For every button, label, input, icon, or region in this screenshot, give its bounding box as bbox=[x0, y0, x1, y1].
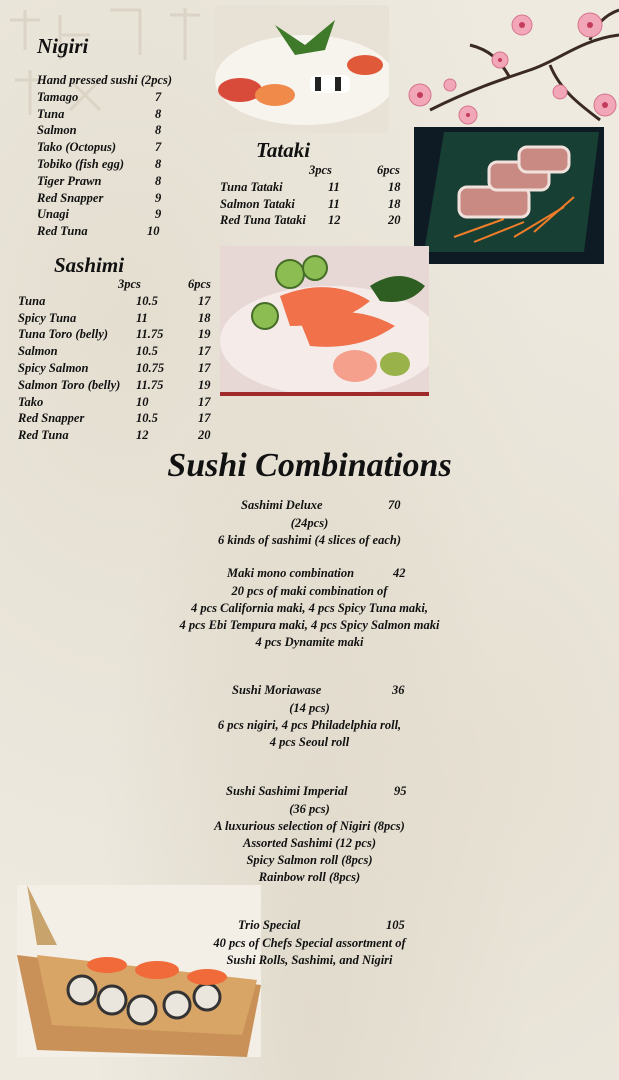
combination-item bbox=[0, 784, 619, 886]
sashimi-item bbox=[18, 410, 218, 427]
item-price: 7 bbox=[155, 89, 162, 104]
combination-description: (24pcs) bbox=[290, 516, 329, 530]
item-name: Red Tuna Tataki bbox=[220, 213, 306, 228]
item-price-3pcs: 10.75 bbox=[136, 360, 165, 375]
item-price: 8 bbox=[155, 173, 162, 188]
nigiri-item bbox=[37, 223, 217, 240]
item-name: Red Tuna bbox=[18, 428, 69, 443]
item-price-6pcs: 18 bbox=[388, 196, 401, 211]
sashimi-item bbox=[18, 360, 218, 377]
combination-description: (14 pcs) bbox=[289, 701, 330, 715]
combination-name: Maki mono combination bbox=[227, 566, 355, 580]
combination-price: 105 bbox=[386, 918, 405, 932]
item-name: Spicy Salmon bbox=[18, 360, 89, 375]
combination-description: (36 pcs) bbox=[289, 802, 330, 816]
item-name: Unagi bbox=[37, 207, 69, 222]
sashimi-item bbox=[18, 343, 218, 360]
combination-description: A luxurious selection of Nigiri (8pcs) bbox=[214, 819, 405, 833]
combination-description: 4 pcs Dynamite maki bbox=[255, 635, 364, 649]
combination-description: 4 pcs Seoul roll bbox=[269, 735, 350, 749]
nigiri-item bbox=[37, 106, 217, 123]
item-price-6pcs: 17 bbox=[198, 293, 211, 308]
item-name: Red Snapper bbox=[18, 411, 85, 426]
combination-description: 4 pcs California maki, 4 pcs Spicy Tuna maki, bbox=[190, 601, 429, 615]
item-name: Tiger Prawn bbox=[37, 173, 102, 188]
item-price-3pcs: 10.5 bbox=[136, 293, 158, 308]
tataki-list bbox=[220, 162, 410, 229]
item-price: 8 bbox=[155, 123, 162, 138]
item-price-3pcs: 10.5 bbox=[136, 411, 158, 426]
combination-name: Sashimi Deluxe bbox=[241, 498, 323, 512]
item-price-6pcs: 18 bbox=[198, 310, 211, 325]
item-price-6pcs: 17 bbox=[198, 411, 211, 426]
sashimi-item bbox=[18, 377, 218, 394]
combination-header bbox=[0, 918, 619, 935]
item-price-3pcs: 11.75 bbox=[136, 377, 164, 392]
combination-price: 70 bbox=[388, 498, 401, 512]
item-name: Tuna Toro (belly) bbox=[18, 327, 109, 342]
tataki-item bbox=[220, 179, 410, 196]
sashimi-header: 3pcs 6pcs bbox=[118, 277, 211, 291]
item-price: 8 bbox=[155, 156, 162, 171]
item-price-6pcs: 17 bbox=[198, 344, 211, 359]
nigiri-item bbox=[37, 139, 217, 156]
combination-description: Rainbow roll (8pcs) bbox=[258, 870, 361, 884]
item-price: 10 bbox=[147, 224, 160, 239]
combination-header bbox=[0, 566, 619, 583]
item-price: 9 bbox=[155, 207, 162, 222]
item-name: Tako bbox=[18, 394, 44, 409]
combination-price: 95 bbox=[394, 784, 407, 798]
nigiri-platter-photo bbox=[215, 5, 389, 133]
tataki-header: 3pcs 6pcs bbox=[309, 163, 400, 177]
item-price-6pcs: 20 bbox=[198, 428, 211, 443]
combination-name: Sushi Moriawase bbox=[232, 683, 322, 697]
combination-price: 42 bbox=[393, 566, 406, 580]
item-price-6pcs: 20 bbox=[388, 213, 401, 228]
item-price-6pcs: 18 bbox=[388, 179, 401, 194]
item-price-6pcs: 17 bbox=[198, 360, 211, 375]
combination-price: 36 bbox=[392, 683, 405, 697]
nigiri-item bbox=[37, 122, 217, 139]
item-price-3pcs: 12 bbox=[136, 428, 149, 443]
combination-description: Spicy Salmon roll (8pcs) bbox=[246, 853, 373, 867]
combination-header bbox=[0, 498, 619, 515]
nigiri-item bbox=[37, 89, 217, 106]
tataki-item bbox=[220, 196, 410, 213]
item-price-6pcs: 17 bbox=[198, 394, 211, 409]
nigiri-title: Nigiri bbox=[37, 34, 89, 58]
combination-item bbox=[0, 498, 619, 549]
sashimi-item bbox=[18, 427, 218, 444]
combination-name: Trio Special bbox=[238, 918, 301, 932]
item-price-3pcs: 12 bbox=[328, 213, 341, 228]
combination-item bbox=[0, 918, 619, 969]
combination-name: Sushi Sashimi Imperial bbox=[226, 784, 348, 798]
combinations-title: Sushi Combinations bbox=[167, 447, 452, 484]
combination-description: Sushi Rolls, Sashimi, and Nigiri bbox=[226, 953, 393, 967]
combination-description: 6 kinds of sashimi (4 slices of each) bbox=[218, 533, 401, 547]
sashimi-plate-photo bbox=[220, 246, 429, 396]
nigiri-header: Hand pressed sushi (2pcs) bbox=[37, 73, 173, 87]
item-name: Tuna bbox=[37, 106, 65, 121]
combination-item bbox=[0, 566, 619, 651]
item-name: Red Snapper bbox=[37, 190, 104, 205]
item-price-3pcs: 10.5 bbox=[136, 344, 158, 359]
tuna-tataki-photo bbox=[414, 127, 604, 264]
item-name: Salmon bbox=[37, 123, 77, 138]
sashimi-item bbox=[18, 310, 218, 327]
nigiri-item bbox=[37, 156, 217, 173]
combination-header bbox=[0, 683, 619, 700]
combination-description: 20 pcs of maki combination of bbox=[231, 584, 388, 598]
nigiri-item bbox=[37, 173, 217, 190]
combination-header bbox=[0, 784, 619, 801]
item-price: 9 bbox=[155, 190, 162, 205]
item-name: Tuna Tataki bbox=[220, 179, 283, 194]
item-price-6pcs: 19 bbox=[198, 377, 211, 392]
combination-description: 6 pcs nigiri, 4 pcs Philadelphia roll, bbox=[217, 718, 402, 732]
item-name: Tako (Octopus) bbox=[37, 140, 117, 155]
item-name: Tamago bbox=[37, 89, 79, 104]
sashimi-list bbox=[18, 276, 218, 444]
item-name: Tuna bbox=[18, 293, 46, 308]
nigiri-item bbox=[37, 206, 217, 223]
sashimi-item bbox=[18, 293, 218, 310]
item-price-3pcs: 11 bbox=[136, 310, 148, 325]
item-name: Salmon bbox=[18, 344, 58, 359]
sushi-boat-photo bbox=[17, 885, 261, 1057]
combination-description: Assorted Sashimi (12 pcs) bbox=[242, 836, 376, 850]
sashimi-item bbox=[18, 394, 218, 411]
item-name: Spicy Tuna bbox=[18, 310, 77, 325]
combination-description: 4 pcs Ebi Tempura maki, 4 pcs Spicy Salmon maki bbox=[179, 618, 440, 632]
item-name: Salmon Toro (belly) bbox=[18, 377, 121, 392]
tataki-title: Tataki bbox=[256, 138, 311, 162]
item-price: 8 bbox=[155, 106, 162, 121]
combination-item bbox=[0, 683, 619, 751]
combination-description: 40 pcs of Chefs Special assortment of bbox=[213, 936, 406, 950]
tataki-item bbox=[220, 212, 410, 229]
item-price-3pcs: 11 bbox=[328, 179, 340, 194]
nigiri-list bbox=[37, 72, 217, 240]
item-name: Red Tuna bbox=[37, 224, 88, 239]
item-name: Salmon Tataki bbox=[220, 196, 295, 211]
item-name: Tobiko (fish egg) bbox=[37, 156, 125, 171]
item-price-3pcs: 11.75 bbox=[136, 327, 164, 342]
item-price-3pcs: 11 bbox=[328, 196, 340, 211]
item-price: 7 bbox=[155, 140, 162, 155]
nigiri-item bbox=[37, 190, 217, 207]
sashimi-title: Sashimi bbox=[54, 253, 125, 277]
item-price-3pcs: 10 bbox=[136, 394, 149, 409]
sashimi-item bbox=[18, 326, 218, 343]
item-price-6pcs: 19 bbox=[198, 327, 211, 342]
